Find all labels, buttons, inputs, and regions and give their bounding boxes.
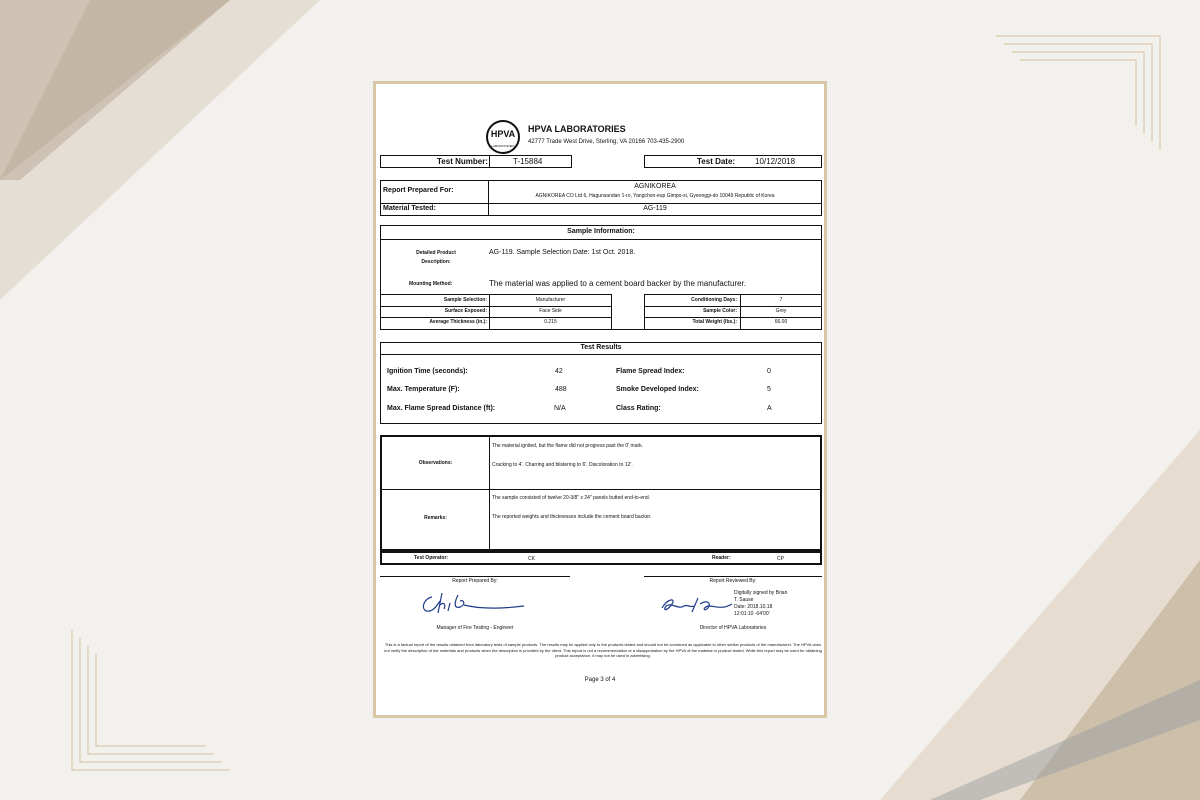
conditioning-days-value: 7 [779,297,783,303]
observations-line-1: The material ignited, but the flame did not progress past the 0' mark. [492,443,644,449]
observations-label: Observations: [418,460,453,466]
digital-signature-line-4: 12:01:10 -04'00' [734,611,770,617]
test-operator-label: Test Operator: [414,555,449,561]
total-weight-label: Total Weight (lbs.): [692,319,737,325]
sample-details-right [644,294,822,330]
sample-details-left [380,294,612,330]
mount-value: The material was applied to a cement board backer by the manufacturer. [489,279,747,288]
disclaimer-text: This is a factual report of the results obtained from laboratory tests of sample products. The results may be applied only to the products tested and should not be construed as applicable to other similar products of the manufacturer. The HPVA does not verify the description of the materials and products when the description is provided by the client. This report is not a recommendation or a disapprobation by the HPVA of the material or product tested. While this report may be used for obtaining product acceptance, it may not be used in advertising. [384,642,822,658]
remarks-label: Remarks: [424,515,447,521]
ignition-time-label: Ignition Time (seconds): [387,368,468,375]
class-rating-value: A [767,405,772,412]
prepared-by-label: Report Prepared By: [452,578,498,584]
flame-distance-value: N/A [554,405,566,412]
avg-thickness-value: 0.215 [544,319,557,325]
test-operator-value: CK [528,556,535,562]
max-temperature-label: Max. Temperature (F): [387,386,460,393]
reader-label: Reader: [712,555,731,561]
sample-information-section [380,225,822,330]
lab-name: HPVA LABORATORIES [528,124,626,134]
desc-value: AG-119. Sample Selection Date: 1st Oct. 2018. [489,249,636,256]
remarks-line-1: The sample consisted of twelve 20-3/8" x 24" panels butted end-to-end. [492,495,651,501]
desc-label-2: Description: [421,259,451,265]
client-table [380,180,822,216]
client-address: AGNIKOREA CO Ltd 6, Hagunsandan 1-ro, Yangchon-eup Gimpo-si, Gyeonggi-do 10049 Republic of Korea [535,193,775,199]
total-weight-value: 66.00 [774,319,788,325]
prepared-by-title: Manager of Fire Testing - Engineer [436,625,514,631]
surface-exposed-label: Surface Exposed: [444,308,487,314]
remarks-line-2: The reported weights and thicknesses include the cement board backer. [492,514,652,520]
sample-color-value: Grey [775,308,787,314]
material-label: Material Tested: [383,205,436,212]
class-rating-label: Class Rating: [616,405,661,412]
reader-value: CP [777,556,784,562]
avg-thickness-label: Average Thickness (in.): [429,319,487,325]
test-report-document [373,81,827,718]
flame-spread-index-value: 0 [767,368,771,375]
reviewed-by-label: Report Reviewed By: [709,578,757,584]
max-temperature-value: 488 [555,386,567,393]
test-results-section [380,342,822,424]
hpva-logo: HPVA LABORATORIES [486,120,520,154]
client-name: AGNIKOREA [634,183,676,190]
sample-info-title: Sample Information: [567,228,635,235]
sample-color-label: Sample Color: [703,308,737,314]
reviewed-by-signature [658,594,736,616]
observations-line-2: Cracking to 4'. Charring and blistering to 6'. Discoloration to 12'. [492,462,633,468]
prepared-by-signature [420,589,530,619]
lab-header [486,120,786,156]
surface-exposed-value: Face Side [539,308,562,314]
material-value: AG-119 [643,205,667,212]
sample-selection-value: Manufacturer [535,297,566,303]
test-date-box [644,155,822,168]
observations-remarks-section [380,435,822,551]
results-title: Test Results [580,344,622,351]
page-number: Page 3 of 4 [584,677,616,683]
sample-selection-label: Sample Selection: [443,297,487,303]
mount-label: Mounting Method: [409,281,453,287]
digital-signature-line-3: Date: 2018.10.18 [734,604,773,610]
test-number-value: T-15884 [513,157,543,166]
flame-spread-index-label: Flame Spread Index: [616,368,685,375]
ignition-time-value: 42 [555,368,563,375]
lab-address: 42777 Trade West Drive, Sterling, VA 20166 703-435-2900 [528,139,685,145]
smoke-index-label: Smoke Developed Index: [616,386,699,393]
test-date-value: 10/12/2018 [755,157,796,166]
test-number-label: Test Number: [437,157,488,166]
test-number-box [380,155,572,168]
conditioning-days-label: Conditioning Days: [691,297,737,303]
operator-row [380,551,822,565]
reviewed-by-title: Director of HPVA Laboratories [699,625,767,631]
smoke-index-value: 5 [767,386,771,393]
digital-signature-line-1: Digitally signed by Brian [734,590,788,596]
flame-distance-label: Max. Flame Spread Distance (ft): [387,405,496,412]
desc-label-1: Detailed Product [416,250,456,256]
client-label: Report Prepared For: [383,187,454,194]
digital-signature-line-2: T. Sause [734,597,754,603]
test-date-label: Test Date: [697,157,736,166]
